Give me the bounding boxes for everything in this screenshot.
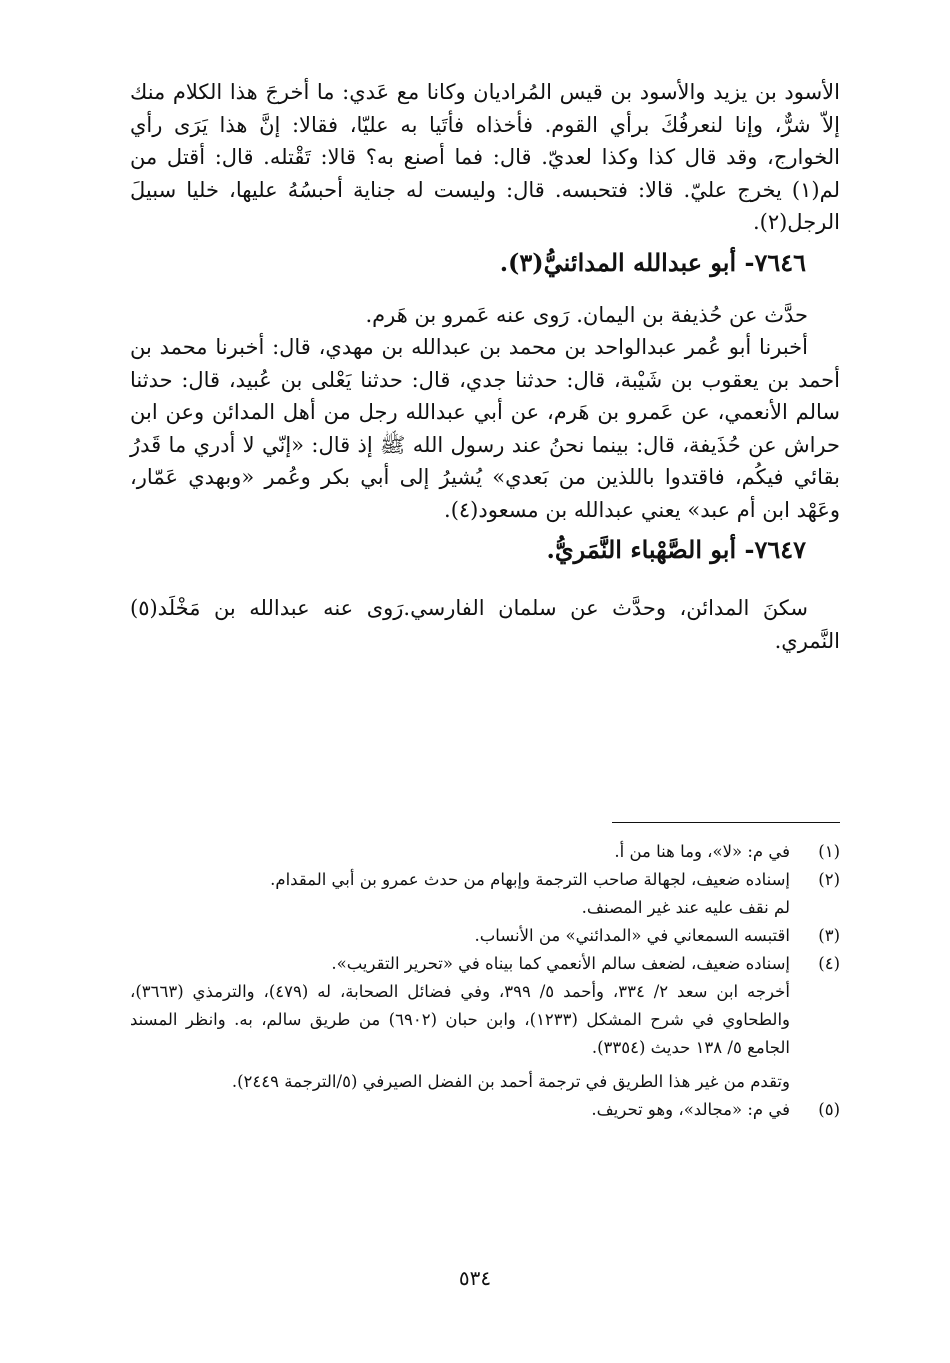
entry-heading-7647: ٧٦٤٧- أبو الصَّهْباء النَّمَريُّ. — [546, 535, 806, 564]
footnote-1 — [130, 838, 840, 866]
footnote-3 — [130, 922, 840, 950]
footnote-5 — [130, 1096, 840, 1124]
footnote-2 — [130, 866, 840, 922]
paragraph-entry-7646-isnad: أخبرنا أبو عُمر عبدالواحد بن محمد بن عبدالله بن مهدي، قال: أخبرنا محمد بن أحمد بن يعقوب بن شَيْبة، قال: حدثنا جدي، قال: حدثنا يَعْلى بن عُبيد، قال: حدثنا سالم الأنعمي، عن عَمرو بن هَرم، عن أبي عبدالله رجل من أهل المدائن وعن ابن حراش عن حُذَيفة، قال: بينما نحنُ عند رسول الله ﷺ إذ قال: «إنّي لا أدري ما قَدرُ بقائي فيكُم، فاقتدوا باللذين من بَعدي» يُشيرُ إلى أبي بكر وعُمر «وبهدي عَمّار، وعَهْد ابن أم عبد» يعني عبدالله بن مسعود(٤). — [130, 335, 840, 522]
footnote-text: إسناده ضعيف، لضعف سالم الأنعمي كما بيناه في «تحرير التقريب». — [331, 954, 790, 973]
footnote-text: في م: «مجالد»، وهو تحريف. — [591, 1100, 790, 1119]
footnote-divider — [612, 822, 840, 823]
footnote-text: لم نقف عليه عند غير المصنف. — [581, 898, 790, 917]
footnote-text: في م: «لا»، وما هنا من أ. — [614, 842, 790, 861]
paragraph-entry-7646-intro: حدَّث عن حُذيفة بن اليمان. رَوى عنه عَمرو بن هَرم. — [365, 302, 808, 327]
paragraph-entry-7647: سكنَ المدائن، وحدَّث عن سلمان الفارسي.رَوى عنه عبدالله بن مَخْلَد(٥) النَّمري. — [130, 596, 840, 653]
footnote-4 — [130, 950, 840, 1096]
footnote-text: أخرجه ابن سعد ٢/ ٣٣٤، وأحمد ٥/ ٣٩٩، وفي فضائل الصحابة، له (٤٧٩)، والترمذي (٣٦٦٣)، والطحاوي في شرح المشكل (١٢٣٣)، وابن حبان (٦٩٠٢) من طريق سالم، به. وانظر المسند الجامع ٥/ ١٣٨ حديث (٣٣٥٤). — [130, 982, 791, 1057]
footnote-number: (١) — [818, 842, 840, 861]
main-text — [130, 76, 840, 657]
entry-heading-7646: ٧٦٤٦- أبو عبدالله المدائنيُّ(٣). — [499, 247, 806, 277]
footnotes — [130, 838, 840, 1124]
paragraph-continuation: الأسود بن يزيد والأسود بن قيس المُراديان وكانا مع عَدي: ما أخرجَ هذا الكلام منك إلاّ شرٌّ، وإنا لنعرفُكَ برأي القوم. فأخذاه فأتَيا به عليّا، فقالا: إنَّ هذا يَرَى رأي الخوارج، وقد قال كذا وكذا لعديّ. قال: فما أصنع به؟ قالا: تَقْتله. قال: أقتل من لم(١) يخرج عليّ. قالا: فتحبسه. قال: وليست له جناية أحبسُهُ عليها، خليا سبيلَ الرجل(٢). — [130, 80, 840, 234]
page-number: ٥٣٤ — [458, 1266, 492, 1290]
footnote-text: إسناده ضعيف، لجهالة صاحب الترجمة وإبهام من حدث عمرو بن أبي المقدام. — [270, 870, 790, 889]
footnote-text: اقتبسه السمعاني في «المدائني» من الأنساب. — [474, 926, 790, 945]
footnote-number: (٥) — [818, 1100, 840, 1119]
footnote-number: (٣) — [818, 926, 840, 945]
footnote-number: (٢) — [818, 870, 840, 889]
footnote-text: وتقدم من غير هذا الطريق في ترجمة أحمد بن الفضل الصيرفي (٥/الترجمة ٢٤٤٩). — [231, 1072, 790, 1091]
footnote-number: (٤) — [818, 954, 840, 973]
